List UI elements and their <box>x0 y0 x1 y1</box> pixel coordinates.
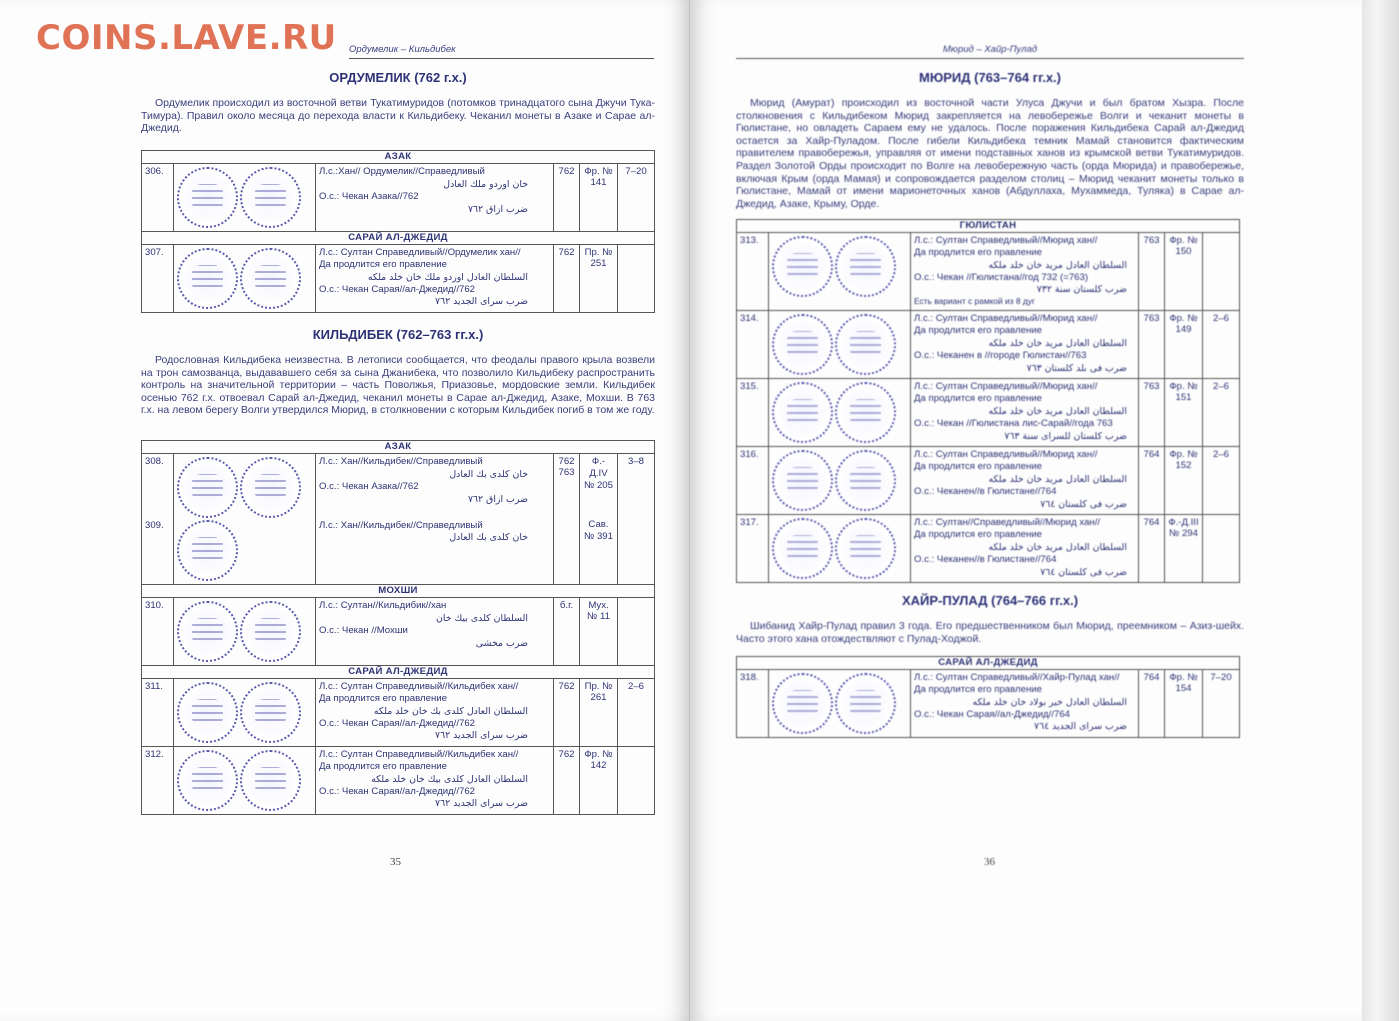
coin-images <box>769 379 911 447</box>
arabic-legend: السلطان العادل مريد خان خلد ملكه <box>988 541 1127 553</box>
arabic-legend: ضرب ازاق ٧٦٢ <box>467 203 528 215</box>
obverse-legend: Да продлится его правление <box>914 246 1042 258</box>
coin-number-309: 309. <box>145 519 164 531</box>
rarity: 7–20 <box>618 164 655 232</box>
reverse-legend: О.с.: Чекан //Гюлистана лис-Сарай//года 763 <box>914 417 1113 429</box>
catalog-ref: Ф.-Д.III № 294 <box>1165 515 1203 583</box>
arabic-legend: ضرب كلستان للسراى سنة ٧٦٣ <box>1004 430 1127 442</box>
reverse-legend: О.с.: Чеканен//в Гюлистане//764 <box>914 553 1057 565</box>
arabic-legend: السلطان العادل خير بولاد خان خلد ملكه <box>972 696 1127 708</box>
section-title: МЮРИД (763–764 гг.х.) <box>919 70 1061 85</box>
coin-description <box>316 747 554 815</box>
obverse-legend: Л.с.: Султан//Справедливый//Мюрид хан// <box>914 517 1101 529</box>
catalog-ref <box>580 454 618 585</box>
coin-number: 313. <box>737 233 769 311</box>
obverse-legend: Л.с.: Султан Справедливый//Кильдибек хан// <box>319 681 519 692</box>
coin-reverse-image <box>835 450 896 511</box>
rarity <box>618 747 655 815</box>
mint-header: АЗАК <box>142 151 655 164</box>
obverse-legend: Да продлится его правление <box>319 258 447 270</box>
obverse-legend: Л.с.: Хан//Кильдибек//Справедливый <box>319 519 483 531</box>
coin-images <box>769 311 911 379</box>
coin-reverse-image <box>240 682 301 743</box>
running-head: Мюрид – Хайр-Пулад <box>736 44 1244 59</box>
coin-reverse-image <box>835 314 896 375</box>
coin-table <box>141 150 655 313</box>
watermark: COINS.LAVE.RU <box>36 18 337 58</box>
rarity <box>618 245 655 313</box>
table-row <box>737 515 1240 583</box>
reverse-legend: О.с.: Чекан //Гюлистана//год 732 (=763) <box>914 271 1089 283</box>
catalog-ref: Фр. № 152 <box>1165 447 1203 515</box>
obverse-legend: Да продлится его правление <box>319 760 447 772</box>
reverse-legend: О.с.: Чекан Сарая//ал-Джедид//762 <box>319 283 475 295</box>
obverse-legend: Л.с.: Хан//Кильдибек//Справедливый <box>319 456 483 467</box>
rarity: 2–6 <box>1203 311 1240 379</box>
coin-images <box>769 233 911 311</box>
obverse-legend: Л.с.: Султан Справедливый//Мюрид хан// <box>914 381 1098 393</box>
rarity: 3–8 <box>618 454 655 585</box>
coin-images <box>174 164 316 232</box>
arabic-legend: ضرب سراى الجديد ٧٦٢ <box>435 296 528 308</box>
coin-reverse-image <box>240 457 301 518</box>
coin-images <box>769 515 911 583</box>
coin-description <box>911 670 1139 738</box>
arabic-legend: ضرب ازاق ٧٦٢ <box>467 493 528 505</box>
catalog-ref: Фр. № 141 <box>580 164 618 232</box>
catalog-ref-308: Ф.-Д.IV № 205 <box>584 456 613 491</box>
arabic-legend: ضرب سراى الجديد ٧٦٢ <box>435 730 528 742</box>
arabic-legend: خان كلدى بك العادل <box>449 532 528 544</box>
coin-obverse-image <box>772 236 833 297</box>
section-paragraph: Шибанид Хайр-Пулад правил 3 года. Его предшественником был Мюрид, преемником – Азиз-шейх. Часто этого хана отождествляют с Пулад-Ходжой. <box>736 620 1244 645</box>
mint-header: ГЮЛИСТАН <box>737 220 1240 233</box>
table-row <box>142 164 655 232</box>
coin-images <box>174 747 316 815</box>
reverse-legend: О.с.: Чекан Сарая//ал-Джедид//764 <box>914 708 1070 720</box>
coin-images <box>174 598 316 666</box>
section-paragraph: Родословная Кильдибека неизвестна. В летописи сообщается, что феодалы правого крыла возвели на трон самозванца, выдававшего себя за сына Джанибека, что позволило Кильдибеку распространить контроль на значительной территории – часть Поволжья, Приазовье, мордовские земли. Кильдибек осенью 762 г.х. отвоевал Сарай ал-Джедид, чеканил монеты в Сарае ал-Джедид, Азаке, Мохши. В 763 г.х. на левом берегу Волги утвердился Мюрид, в столкновении с которым Кильдибек погиб в том же году. <box>141 354 655 417</box>
coin-reverse-image <box>835 518 896 579</box>
coin-description <box>316 454 554 585</box>
arabic-legend: ضرب سراى الجديد ٧٦٤ <box>1034 721 1127 733</box>
coin-number <box>142 454 174 585</box>
coin-reverse-image <box>835 382 896 443</box>
arabic-legend: ضرب فى كلستان ٧٦٤ <box>1040 566 1127 578</box>
arabic-legend: ضرب سراى الجديد ٧٦٢ <box>435 798 528 810</box>
obverse-legend: Л.с.: Султан Справедливый//Мюрид хан// <box>914 449 1098 461</box>
coin-year: 764 <box>1139 447 1165 515</box>
reverse-legend: О.с.: Чекан Азака//762 <box>319 190 419 202</box>
coin-images <box>174 679 316 747</box>
coin-year: 763 <box>1139 233 1165 311</box>
coin-description <box>316 245 554 313</box>
coin-description <box>911 311 1139 379</box>
coin-table <box>736 219 1240 583</box>
table-row <box>142 245 655 313</box>
catalog-ref: Пр. № 251 <box>580 245 618 313</box>
table-row <box>142 598 655 666</box>
mint-header: МОХШИ <box>142 585 655 598</box>
rarity <box>618 598 655 666</box>
coin-year: 763 <box>1139 311 1165 379</box>
section-title: ОРДУМЕЛИК (762 г.х.) <box>329 70 467 85</box>
catalog-ref: Пр. № 261 <box>580 679 618 747</box>
coin-obverse-image <box>772 382 833 443</box>
table-row <box>737 233 1240 311</box>
obverse-legend: Л.с.: Султан Справедливый//Мюрид хан// <box>914 235 1098 246</box>
coin-number-308: 308. <box>145 456 164 467</box>
coin-year: 762 <box>554 747 580 815</box>
mint-header: АЗАК <box>142 441 655 454</box>
rarity: 2–6 <box>1203 379 1240 447</box>
rarity <box>1203 515 1240 583</box>
obverse-legend: Л.с.: Султан Справедливый//Мюрид хан// <box>914 313 1098 325</box>
coin-description <box>911 233 1139 311</box>
arabic-legend: السلطان العادل كلدى بك خان خلد ملكه <box>373 705 528 717</box>
coin-year: 762 763 <box>554 454 580 585</box>
coin-obverse-image <box>772 314 833 375</box>
coin-obverse-image <box>177 682 238 743</box>
catalog-ref: Фр. № 154 <box>1165 670 1203 738</box>
coin-number: 318. <box>737 670 769 738</box>
reverse-legend: О.с.: Чекан Сарая//ал-Джедид//762 <box>319 785 475 797</box>
coin-description <box>911 515 1139 583</box>
rarity: 7–20 <box>1203 670 1240 738</box>
coin-year: 764 <box>1139 670 1165 738</box>
coin-obverse-image <box>177 167 238 228</box>
table-row <box>142 747 655 815</box>
table-row <box>737 447 1240 515</box>
arabic-legend: خان اوردو ملك العادل <box>443 178 528 190</box>
arabic-legend: خان كلدى بك العادل <box>449 468 528 480</box>
coin-year: 763 <box>1139 379 1165 447</box>
coin-images <box>769 447 911 515</box>
coin-number: 306. <box>142 164 174 232</box>
coin-reverse-image <box>835 673 896 734</box>
coin-description <box>316 598 554 666</box>
table-row <box>142 679 655 747</box>
coin-table <box>736 656 1240 738</box>
coin-obverse-image <box>772 450 833 511</box>
coin-table <box>141 440 655 815</box>
rarity: 2–6 <box>1203 447 1240 515</box>
obverse-legend: Да продлится его правление <box>319 692 447 704</box>
coin-number: 312. <box>142 747 174 815</box>
left-page <box>0 0 690 1021</box>
arabic-legend: السلطان العادل مريد خان خلد ملكه <box>988 405 1127 417</box>
mint-header: САРАЙ АЛ-ДЖЕДИД <box>142 666 655 679</box>
variant-note: Есть вариант с рамкой из 8 дуг <box>914 296 1035 307</box>
coin-description <box>316 164 554 232</box>
coin-images <box>769 670 911 738</box>
coin-description <box>911 447 1139 515</box>
mint-header: САРАЙ АЛ-ДЖЕДИД <box>142 232 655 245</box>
page-number: 36 <box>984 856 995 868</box>
coin-number: 314. <box>737 311 769 379</box>
coin-obverse-image <box>177 520 238 581</box>
arabic-legend: ضرب مخشى <box>475 637 528 649</box>
coin-number: 315. <box>737 379 769 447</box>
table-row <box>737 379 1240 447</box>
right-page <box>690 0 1362 1021</box>
reverse-legend: О.с.: Чеканен//в Гюлистане//764 <box>914 485 1057 497</box>
reverse-legend: О.с.: Чекан Азака//762 <box>319 480 419 492</box>
obverse-legend: Да продлится его правление <box>914 392 1042 404</box>
arabic-legend: السلطان العادل كلدى بيك خان خلد ملكه <box>371 773 528 785</box>
obverse-legend: Л.с.: Султан Справедливый//Кильдибек хан// <box>319 749 519 760</box>
arabic-legend: السلطان العادل مريد خان خلد ملكه <box>988 337 1127 349</box>
reverse-legend: О.с.: Чекан Сарая//ал-Джедид//762 <box>319 717 475 729</box>
coin-reverse-image <box>240 601 301 662</box>
catalog-ref: Фр. № 142 <box>580 747 618 815</box>
reverse-legend: О.с.: Чеканен в //городе Гюлистан//763 <box>914 349 1087 361</box>
coin-number: 310. <box>142 598 174 666</box>
section-title: КИЛЬДИБЕК (762–763 гг.х.) <box>312 327 484 342</box>
arabic-legend: السلطان كلدى بيك خان <box>435 612 528 624</box>
section-paragraph: Ордумелик происходил из восточной ветви Тукатимуридов (потомков тринадцатого сына Джучи Тука-Тимура). Правил около месяца до перехода власти к Кильдибеку. Чеканил монеты в Азаке и Сарае ал-Джедид. <box>141 97 655 135</box>
page-number: 35 <box>390 856 401 868</box>
obverse-legend: Да продлится его правление <box>914 324 1042 336</box>
page-stack-edge <box>1362 0 1399 1021</box>
table-row <box>737 311 1240 379</box>
reverse-legend: О.с.: Чекан //Мохши <box>319 624 408 636</box>
coin-number: 307. <box>142 245 174 313</box>
obverse-legend: Да продлится его правление <box>914 683 1042 695</box>
arabic-legend: السلطان العادل مريد خان خلد ملكه <box>988 473 1127 485</box>
obverse-legend: Да продлится его правление <box>914 460 1042 472</box>
coin-obverse-image <box>177 601 238 662</box>
coin-images <box>174 454 316 585</box>
coin-obverse-image <box>772 673 833 734</box>
coin-reverse-image <box>240 248 301 309</box>
arabic-legend: ضرب فى بلد كلستان ٧٦٣ <box>1026 362 1127 374</box>
coin-reverse-image <box>240 167 301 228</box>
coin-number: 316. <box>737 447 769 515</box>
coin-year: 762 <box>554 679 580 747</box>
catalog-ref: Мух. № 11 <box>580 598 618 666</box>
coin-description <box>911 379 1139 447</box>
catalog-ref: Фр. № 151 <box>1165 379 1203 447</box>
coin-year: 762 <box>554 245 580 313</box>
arabic-legend: ضرب فى كلستان ٧٦٤ <box>1040 498 1127 510</box>
obverse-legend: Л.с.:Хан// Ордумелик//Справедливый <box>319 166 485 177</box>
coin-reverse-image <box>835 236 896 297</box>
rarity: 2–6 <box>618 679 655 747</box>
catalog-ref-309: Сав. № 391 <box>584 519 613 543</box>
coin-reverse-image <box>240 750 301 811</box>
coin-number: 311. <box>142 679 174 747</box>
coin-year: 762 <box>554 164 580 232</box>
section-paragraph: Мюрид (Амурат) происходил из восточной части Улуса Джучи и был братом Хызра. После столкновения с Кильдибеком Мюрид закрепляется на левобережье Волги и чеканит монеты в Гюлистане, но овладеть Сараем ему не удалось. После поражения Кильдибека Сарай ал-Джедид остается за Хайр-Пуладом. После гибели Кильдибека темник Мамай становится фактическим правителем правобережья, управляя от имени подставных ханов из крымской ветви Тукатимуридов. Раздел Золотой Орды происходит по Волге на левобережную часть (орда Мюрида) и правобережье, включая Крым (орда Мамая) и сопровождается разделом столиц – Мюрид чеканит монеты только в Гюлистане, Мамай от имени марионеточных ханов (Абдуллаха, Мухаммеда, Туляка) в Сарае ал-Джедид, Азаке, Крыму, Орде. <box>736 97 1244 210</box>
section-title: ХАЙР-ПУЛАД (764–766 гг.х.) <box>901 593 1079 608</box>
mint-header: САРАЙ АЛ-ДЖЕДИД <box>737 657 1240 670</box>
coin-obverse-image <box>177 750 238 811</box>
coin-year: б.г. <box>554 598 580 666</box>
rarity <box>1203 233 1240 311</box>
coin-obverse-image <box>772 518 833 579</box>
coin-number: 317. <box>737 515 769 583</box>
table-row <box>142 454 655 585</box>
catalog-ref: Фр. № 150 <box>1165 233 1203 311</box>
catalog-ref: Фр. № 149 <box>1165 311 1203 379</box>
running-head: Ордумелик – Кильдибек <box>349 44 654 59</box>
arabic-legend: السلطان العادل مريد خان خلد ملكه <box>988 259 1127 271</box>
obverse-legend: Л.с.: Султан Справедливый//Хайр-Пулад хан// <box>914 672 1120 683</box>
coin-obverse-image <box>177 248 238 309</box>
obverse-legend: Л.с.: Султан Справедливый//Ордумелик хан// <box>319 247 521 258</box>
coin-year: 764 <box>1139 515 1165 583</box>
coin-description <box>316 679 554 747</box>
coin-images <box>174 245 316 313</box>
table-row <box>737 670 1240 738</box>
arabic-legend: ضرب كلستان سنة ٧٣٢ <box>1036 284 1127 296</box>
coin-obverse-image <box>177 457 238 518</box>
obverse-legend: Да продлится его правление <box>914 528 1042 540</box>
arabic-legend: السلطان العادل اوردو ملك خان خلد ملكه <box>367 271 528 283</box>
obverse-legend: Л.с.: Султан//Кильдибик//хан <box>319 600 447 611</box>
